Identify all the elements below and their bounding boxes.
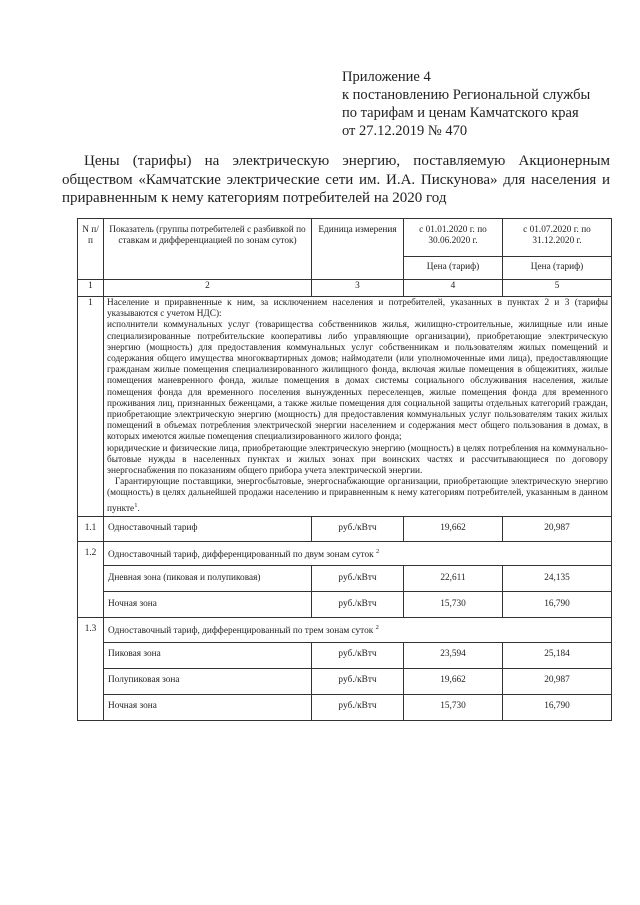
row-value-1: 15,730 bbox=[404, 694, 503, 720]
group-row bbox=[78, 618, 612, 642]
row-value-1: 23,594 bbox=[404, 642, 503, 668]
row-value-2: 25,184 bbox=[503, 642, 612, 668]
row-unit: руб./кВтч bbox=[312, 592, 404, 618]
footnote-mark: 2 bbox=[375, 624, 379, 632]
row-value-2: 20,987 bbox=[503, 516, 612, 541]
row-value-1: 15,730 bbox=[404, 592, 503, 618]
appendix-line: к постановлению Региональной службы bbox=[342, 87, 591, 103]
group-label-text: Одноставочный тариф, дифференцированный по трем зонам суток bbox=[108, 626, 374, 637]
row-value-1: 22,611 bbox=[404, 566, 503, 592]
col-number: 2 bbox=[104, 280, 312, 297]
section-paragraph: юридические и физические лица, приобретающие электрическую энергию (мощность) в целях потребления на коммунально-бытовые нужды в населенных пунктах и жилых зонах при воинских частях и рассчитывающиеся по договору энергоснабжения по показаниям общего прибора учета электрической энергии. bbox=[107, 443, 608, 477]
tariff-table bbox=[77, 218, 612, 721]
header-price-2: Цена (тариф) bbox=[503, 257, 612, 280]
group-row bbox=[78, 541, 612, 565]
header-indicator: Показатель (группы потребителей с разбивкой по ставкам и дифференциацией по зонам суток) bbox=[104, 219, 312, 280]
tariff-row bbox=[78, 566, 612, 592]
row-unit: руб./кВтч bbox=[312, 516, 404, 541]
row-num: 1.1 bbox=[78, 516, 104, 541]
section-num: 1 bbox=[78, 297, 104, 517]
section-row bbox=[78, 297, 612, 517]
group-num: 1.3 bbox=[78, 618, 104, 720]
row-value-2: 20,987 bbox=[503, 668, 612, 694]
section-paragraph: Население и приравненные к ним, за исключением населения и потребителей, указанных в пунктах 2 и 3 (тарифы указываются с учетом НДС): bbox=[107, 298, 608, 320]
row-label: Ночная зона bbox=[104, 592, 312, 618]
appendix-header bbox=[342, 68, 612, 140]
tariff-row bbox=[78, 668, 612, 694]
section-paragraph: исполнители коммунальных услуг (товарищества собственников жилья, жилищно-строительные, жилищные или иные специализированные потребительские кооперативы либо управляющие организации), приобретающие электрическую энергию (мощность) для предоставления коммунальных услуг собственникам и пользователям жилых помещений и содержания общего имущества многоквартирных домов; наймодатели (или уполномоченные ими лица), предоставляющие гражданам жилые помещения специализированного жилищного фонда, включая жилые помещения в общежитиях, жилые помещения маневренного фонда, жилые помещения в домах системы социального обслуживания населения, жилые помещения фонда для временного поселения вынужденных переселенцев, жилые помещения фонда для временного проживания лиц, признанных беженцами, а также жилые помещения для социальной защиты отдельных категорий граждан, приобретающие электрическую энергию (мощность) для предоставления коммунальных услуг пользователям таких жилых помещений в объемах потребления электрической энергии населением и содержания мест общего пользования в домах, в которых имеются жилые помещения специализированного жилого фонда; bbox=[107, 320, 608, 443]
row-value-2: 16,790 bbox=[503, 592, 612, 618]
row-label: Полупиковая зона bbox=[104, 668, 312, 694]
header-price-1: Цена (тариф) bbox=[404, 257, 503, 280]
appendix-line: Приложение 4 bbox=[342, 69, 431, 85]
col-number: 3 bbox=[312, 280, 404, 297]
row-unit: руб./кВтч bbox=[312, 668, 404, 694]
tariff-row bbox=[78, 642, 612, 668]
row-label: Дневная зона (пиковая и полупиковая) bbox=[104, 566, 312, 592]
row-unit: руб./кВтч bbox=[312, 694, 404, 720]
row-value-1: 19,662 bbox=[404, 668, 503, 694]
tariff-row bbox=[78, 694, 612, 720]
tariff-row bbox=[78, 592, 612, 618]
footnote-mark: 1 bbox=[134, 501, 138, 509]
column-number-row bbox=[78, 280, 612, 297]
section-paragraph-text: Гарантирующие поставщики, энергосбытовые, энергоснабжающие организации, приобретающие электрическую энергию (мощность) в целях дальнейшей продажи населению и приравненным к нему категориям потребителей, указанным в данном пункте bbox=[107, 477, 608, 514]
header-period-1: с 01.01.2020 г. по 30.06.2020 г. bbox=[404, 219, 503, 257]
row-value-2: 16,790 bbox=[503, 694, 612, 720]
section-paragraph: Гарантирующие поставщики, энергосбытовые, энергоснабжающие организации, приобретающие электрическую энергию (мощность) в целях дальнейшей продажи населению и приравненным к нему категориям потребителей, указанным в данном пункте$^1$. bbox=[107, 477, 608, 514]
row-value-1: 19,662 bbox=[404, 516, 503, 541]
group-label bbox=[104, 541, 612, 565]
header-unit: Единица измерения bbox=[312, 219, 404, 280]
col-number: 5 bbox=[503, 280, 612, 297]
group-label-text: Одноставочный тариф, дифференцированный по двум зонам суток bbox=[108, 550, 374, 561]
header-num: N п/п bbox=[78, 219, 104, 280]
tariff-row bbox=[78, 516, 612, 541]
appendix-line: от 27.12.2019 № 470 bbox=[342, 123, 468, 139]
col-number: 4 bbox=[404, 280, 503, 297]
group-num: 1.2 bbox=[78, 541, 104, 617]
row-unit: руб./кВтч bbox=[312, 642, 404, 668]
footnote-mark: 2 bbox=[376, 547, 380, 555]
row-label: Ночная зона bbox=[104, 694, 312, 720]
row-label: Одноставочный тариф bbox=[104, 516, 312, 541]
section-description bbox=[104, 297, 612, 517]
group-label bbox=[104, 618, 612, 642]
appendix-line: по тарифам и ценам Камчатского края bbox=[342, 105, 579, 121]
col-number: 1 bbox=[78, 280, 104, 297]
header-period-2: с 01.07.2020 г. по 31.12.2020 г. bbox=[503, 219, 612, 257]
document-title: Цены (тарифы) на электрическую энергию, поставляемую Акционерным обществом «Камчатские электрические сети им. И.А. Пискунова» для населения и приравненным к нему категориям потребителей на 2020 год bbox=[62, 153, 610, 206]
row-label: Пиковая зона bbox=[104, 642, 312, 668]
header-row bbox=[78, 219, 612, 257]
row-value-2: 24,135 bbox=[503, 566, 612, 592]
row-unit: руб./кВтч bbox=[312, 566, 404, 592]
